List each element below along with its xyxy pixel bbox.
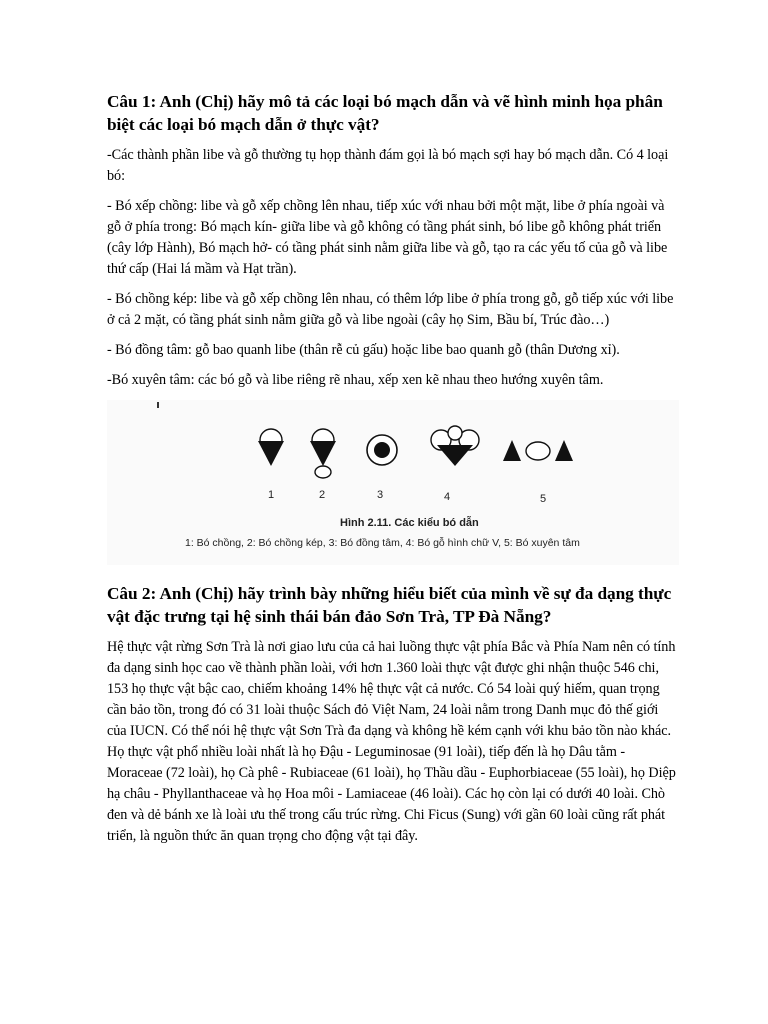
figure-caption-title: Hình 2.11. Các kiểu bó dẫn [340, 517, 479, 529]
figure-label-1: 1 [268, 489, 275, 501]
figure-label-3: 3 [377, 489, 384, 501]
bundle-type-5-radial-shape [503, 440, 573, 461]
bundle-type-2-bicollateral-shape [310, 429, 336, 478]
q1-bicollateral-bundle-paragraph: - Bó chồng kép: libe và gỗ xếp chồng lên nhau, có thêm lớp libe ở phía trong gỗ, gỗ tiếp xúc với libe ở cả 2 mặt, có tầng phát sinh nằm giữa gỗ và libe ngoài (cây họ Sim, Bầu bí, Trúc đào…) [107, 291, 674, 328]
document-page [107, 90, 679, 856]
figure-label-5: 5 [540, 493, 547, 505]
q1-radial-bundle-paragraph: -Bó xuyên tâm: các bó gỗ và libe riêng rẽ nhau, xếp xen kẽ nhau theo hướng xuyên tâm. [107, 372, 604, 388]
bundle-type-3-concentric-shape [367, 435, 397, 465]
figure-label-2: 2 [319, 489, 326, 501]
question-2-title: Câu 2: Anh (Chị) hãy trình bày những hiểu biết của mình về sự đa dạng thực vật đặc trưng tại hệ sinh thái bán đảo Sơn Trà, TP Đà Nẵng? [107, 584, 672, 626]
figure-label-4: 4 [444, 491, 451, 503]
question-1-title: Câu 1: Anh (Chị) hãy mô tả các loại bó mạch dẫn và vẽ hình minh họa phân biệt các loại bó mạch dẫn ở thực vật? [107, 92, 663, 134]
bundle-type-4-v-shaped-shape [431, 426, 479, 466]
q1-concentric-bundle-paragraph: - Bó đồng tâm: gỗ bao quanh libe (thân rễ củ gấu) hoặc libe bao quanh gỗ (thân Dương xỉ). [107, 342, 620, 358]
figure-mark [157, 402, 159, 408]
figure-caption-description: 1: Bó chồng, 2: Bó chồng kép, 3: Bó đồng tâm, 4: Bó gỗ hình chữ V, 5: Bó xuyên tâm [185, 537, 580, 549]
q2-answer-paragraph: Hệ thực vật rừng Sơn Trà là nơi giao lưu của cả hai luồng thực vật phía Bắc và Phía Nam nên có tính đa dạng sinh học cao về thành phần loài, với hơn 1.360 loài thực vật được ghi nhận thuộc 546 chi, 153 họ thực vật bậc cao, chiếm khoảng 14% hệ thực vật cả nước. Có 54 loài quý hiếm, quan trọng cần bảo tồn, trong đó có 31 loài thuộc Sách đỏ Việt Nam, 24 loài nằm trong Danh mục đỏ thế giới của IUCN. Có thể nói hệ thực vật Sơn Trà đa dạng và không hề kém cạnh với khu bảo tồn nào khác. Họ thực vật phổ nhiều loài nhất là họ Đậu - Leguminosae (91 loài), tiếp đến là họ Dâu tằm - Moraceae (72 loài), họ Cà phê - Rubiaceae (61 loài), họ Thầu dầu - Euphorbiaceae (55 loài), họ Diệp hạ châu - Phyllanthaceae và họ Hoa môi - Lamiaceae (46 loài). Các họ còn lại có dưới 40 loài. Chò đen và dẻ bánh xe là loài ưu thế trong cấu trúc rừng. Chi Ficus (Sung) với gần 60 loài cũng rất phát triển, là nguồn thức ăn quan trọng cho động vật tại đây. [107, 639, 676, 844]
q1-intro-paragraph: -Các thành phần libe và gỗ thường tụ họp thành đám gọi là bó mạch sợi hay bó mạch dẫn. Có 4 loại bó: [107, 147, 669, 184]
bundle-type-1-collateral-shape [258, 429, 284, 466]
q1-stacked-bundle-paragraph: - Bó xếp chồng: libe và gỗ xếp chồng lên nhau, tiếp xúc với nhau bởi một mặt, libe ở phía ngoài và gỗ ở phía trong: Bó mạch kín- giữa libe và gỗ không có tầng phát sinh, bó libe gỗ không phát triển (cây lớp Hành), Bó mạch hở- có tầng phát sinh nằm giữa libe và gỗ, tạo ra các yếu tố của gỗ và libe thứ cấp (Hai lá mầm và Hạt trần). [107, 198, 668, 277]
vascular-bundle-figure [107, 400, 679, 565]
